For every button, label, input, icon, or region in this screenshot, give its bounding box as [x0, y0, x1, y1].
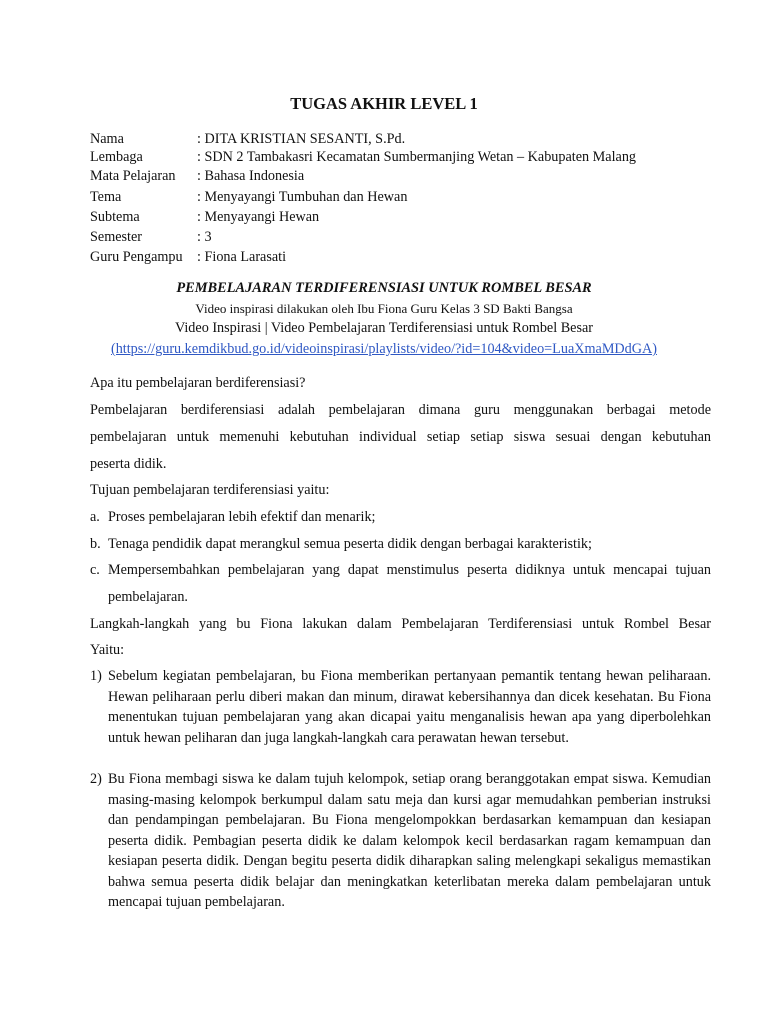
step-text: Sebelum kegiatan pembelajaran, bu Fiona memberikan pertanyaan pemantik tentang hewan peliharaan. Hewan peliharaan perlu diberi makan dan minum, dirawat kebersihannya dan dicek kesehatan. Bu Fiona menentukan tujuan pembelajaran yang akan dicapai yaitu menganalisis hewan apa yang diperbolehkan untuk hewan peliharan dan juga langkah-langkah cara perawatan hewan tersebut. [108, 668, 711, 746]
video-note: Video inspirasi dilakukan oleh Ibu Fiona Guru Kelas 3 SD Bakti Bangsa [195, 301, 573, 316]
goal-text: Tenaga pendidik dapat merangkul semua peserta didik dengan berbagai karakteristik; [108, 536, 592, 552]
info-row-nama [90, 129, 636, 149]
goals-intro: Tujuan pembelajaran terdiferensiasi yaitu: [90, 482, 330, 498]
step-text: Bu Fiona membagi siswa ke dalam tujuh kelompok, setiap orang beranggotakan empat siswa. Kemudian masing-masing kelompok berkumpul dalam satu meja dan kursi agar memudahkan pemberian instruksi dan pendampingan pembelajaran. Bu Fiona mengelompokkan berdasarkan kemampuan dan kesiapan peserta didik. Pembagian peserta didik ke dalam kelompok kecil berdasarkan ragam kemampuan dan kesiapan peserta didik. Dengan begitu peserta didik diharapkan saling melengkapi sekaligus memastikan bahwa semua peserta didik belajar dan meningkatkan keterlibatan mereka dalam pembelajaran untuk mencapai tujuan pembelajaran. [108, 771, 711, 910]
info-row-tema [90, 187, 636, 207]
info-label: Semester [90, 229, 143, 246]
goal-item-b [90, 531, 711, 558]
info-label: Tema [90, 188, 122, 205]
steps-intro-line-2: Yaitu: [90, 642, 125, 658]
video-link[interactable]: (https://guru.kemdikbud.go.id/videoinspirasi/playlists/video/?id=104&video=LuaXmaMDdGA) [110, 341, 657, 357]
steps-intro-line-1: Langkah-langkah yang bu Fiona lakukan dalam Pembelajaran Terdiferensiasi untuk Rombel Besar [90, 616, 711, 632]
definition-line-2: pembelajaran untuk memenuhi kebutuhan individual setiap setiap siswa sesuai dengan kebutuhan [90, 429, 711, 445]
definition-line-1: Pembelajaran berdiferensiasi adalah pembelajaran dimana guru menggunakan berbagai metode [90, 402, 711, 418]
goal-text-continued: pembelajaran. [108, 588, 188, 605]
list-marker: b. [90, 536, 101, 552]
info-value: : DITA KRISTIAN SESANTI, S.Pd. [197, 131, 406, 147]
question-text: Apa itu pembelajaran berdiferensiasi? [90, 375, 306, 391]
info-row-guru-pengampu [90, 247, 636, 267]
list-marker: 2) [90, 771, 102, 787]
info-label: Guru Pengampu [90, 249, 183, 266]
info-row-lembaga [90, 149, 636, 166]
info-row-semester [90, 227, 636, 247]
info-value: : SDN 2 Tambakasri Kecamatan Sumbermanjing Wetan – Kabupaten Malang [197, 149, 637, 166]
info-value: : 3 [197, 229, 212, 246]
step-item-1 [90, 666, 711, 748]
info-label: Subtema [90, 208, 140, 225]
goal-text: Mempersembahkan pembelajaran yang dapat menstimulus peserta didiknya untuk mencapai tujuan [108, 562, 711, 578]
info-value: : Fiona Larasati [197, 249, 287, 266]
step-item-2 [90, 769, 711, 913]
info-value: : Menyayangi Hewan [197, 208, 320, 225]
info-value: : Bahasa Indonesia [197, 168, 305, 185]
section-subtitle: PEMBELAJARAN TERDIFERENSIASI UNTUK ROMBEL BESAR [176, 280, 592, 296]
document-title: TUGAS AKHIR LEVEL 1 [290, 94, 478, 113]
info-table [90, 129, 636, 268]
list-marker: a. [90, 509, 100, 525]
goal-item-a [90, 504, 711, 531]
info-label: Mata Pelajaran [90, 168, 176, 185]
info-row-subtema [90, 207, 636, 227]
list-marker: c. [90, 562, 100, 578]
info-label: Nama [90, 131, 124, 147]
list-marker: 1) [90, 668, 102, 684]
goal-item-c [90, 557, 711, 610]
info-label: Lembaga [90, 149, 143, 166]
video-title: Video Inspirasi | Video Pembelajaran Terdiferensiasi untuk Rombel Besar [174, 320, 594, 336]
goal-text: Proses pembelajaran lebih efektif dan menarik; [108, 509, 376, 525]
info-row-mata-pelajaran [90, 166, 636, 186]
definition-line-3: peserta didik. [90, 456, 167, 472]
info-value: : Menyayangi Tumbuhan dan Hewan [197, 188, 408, 205]
